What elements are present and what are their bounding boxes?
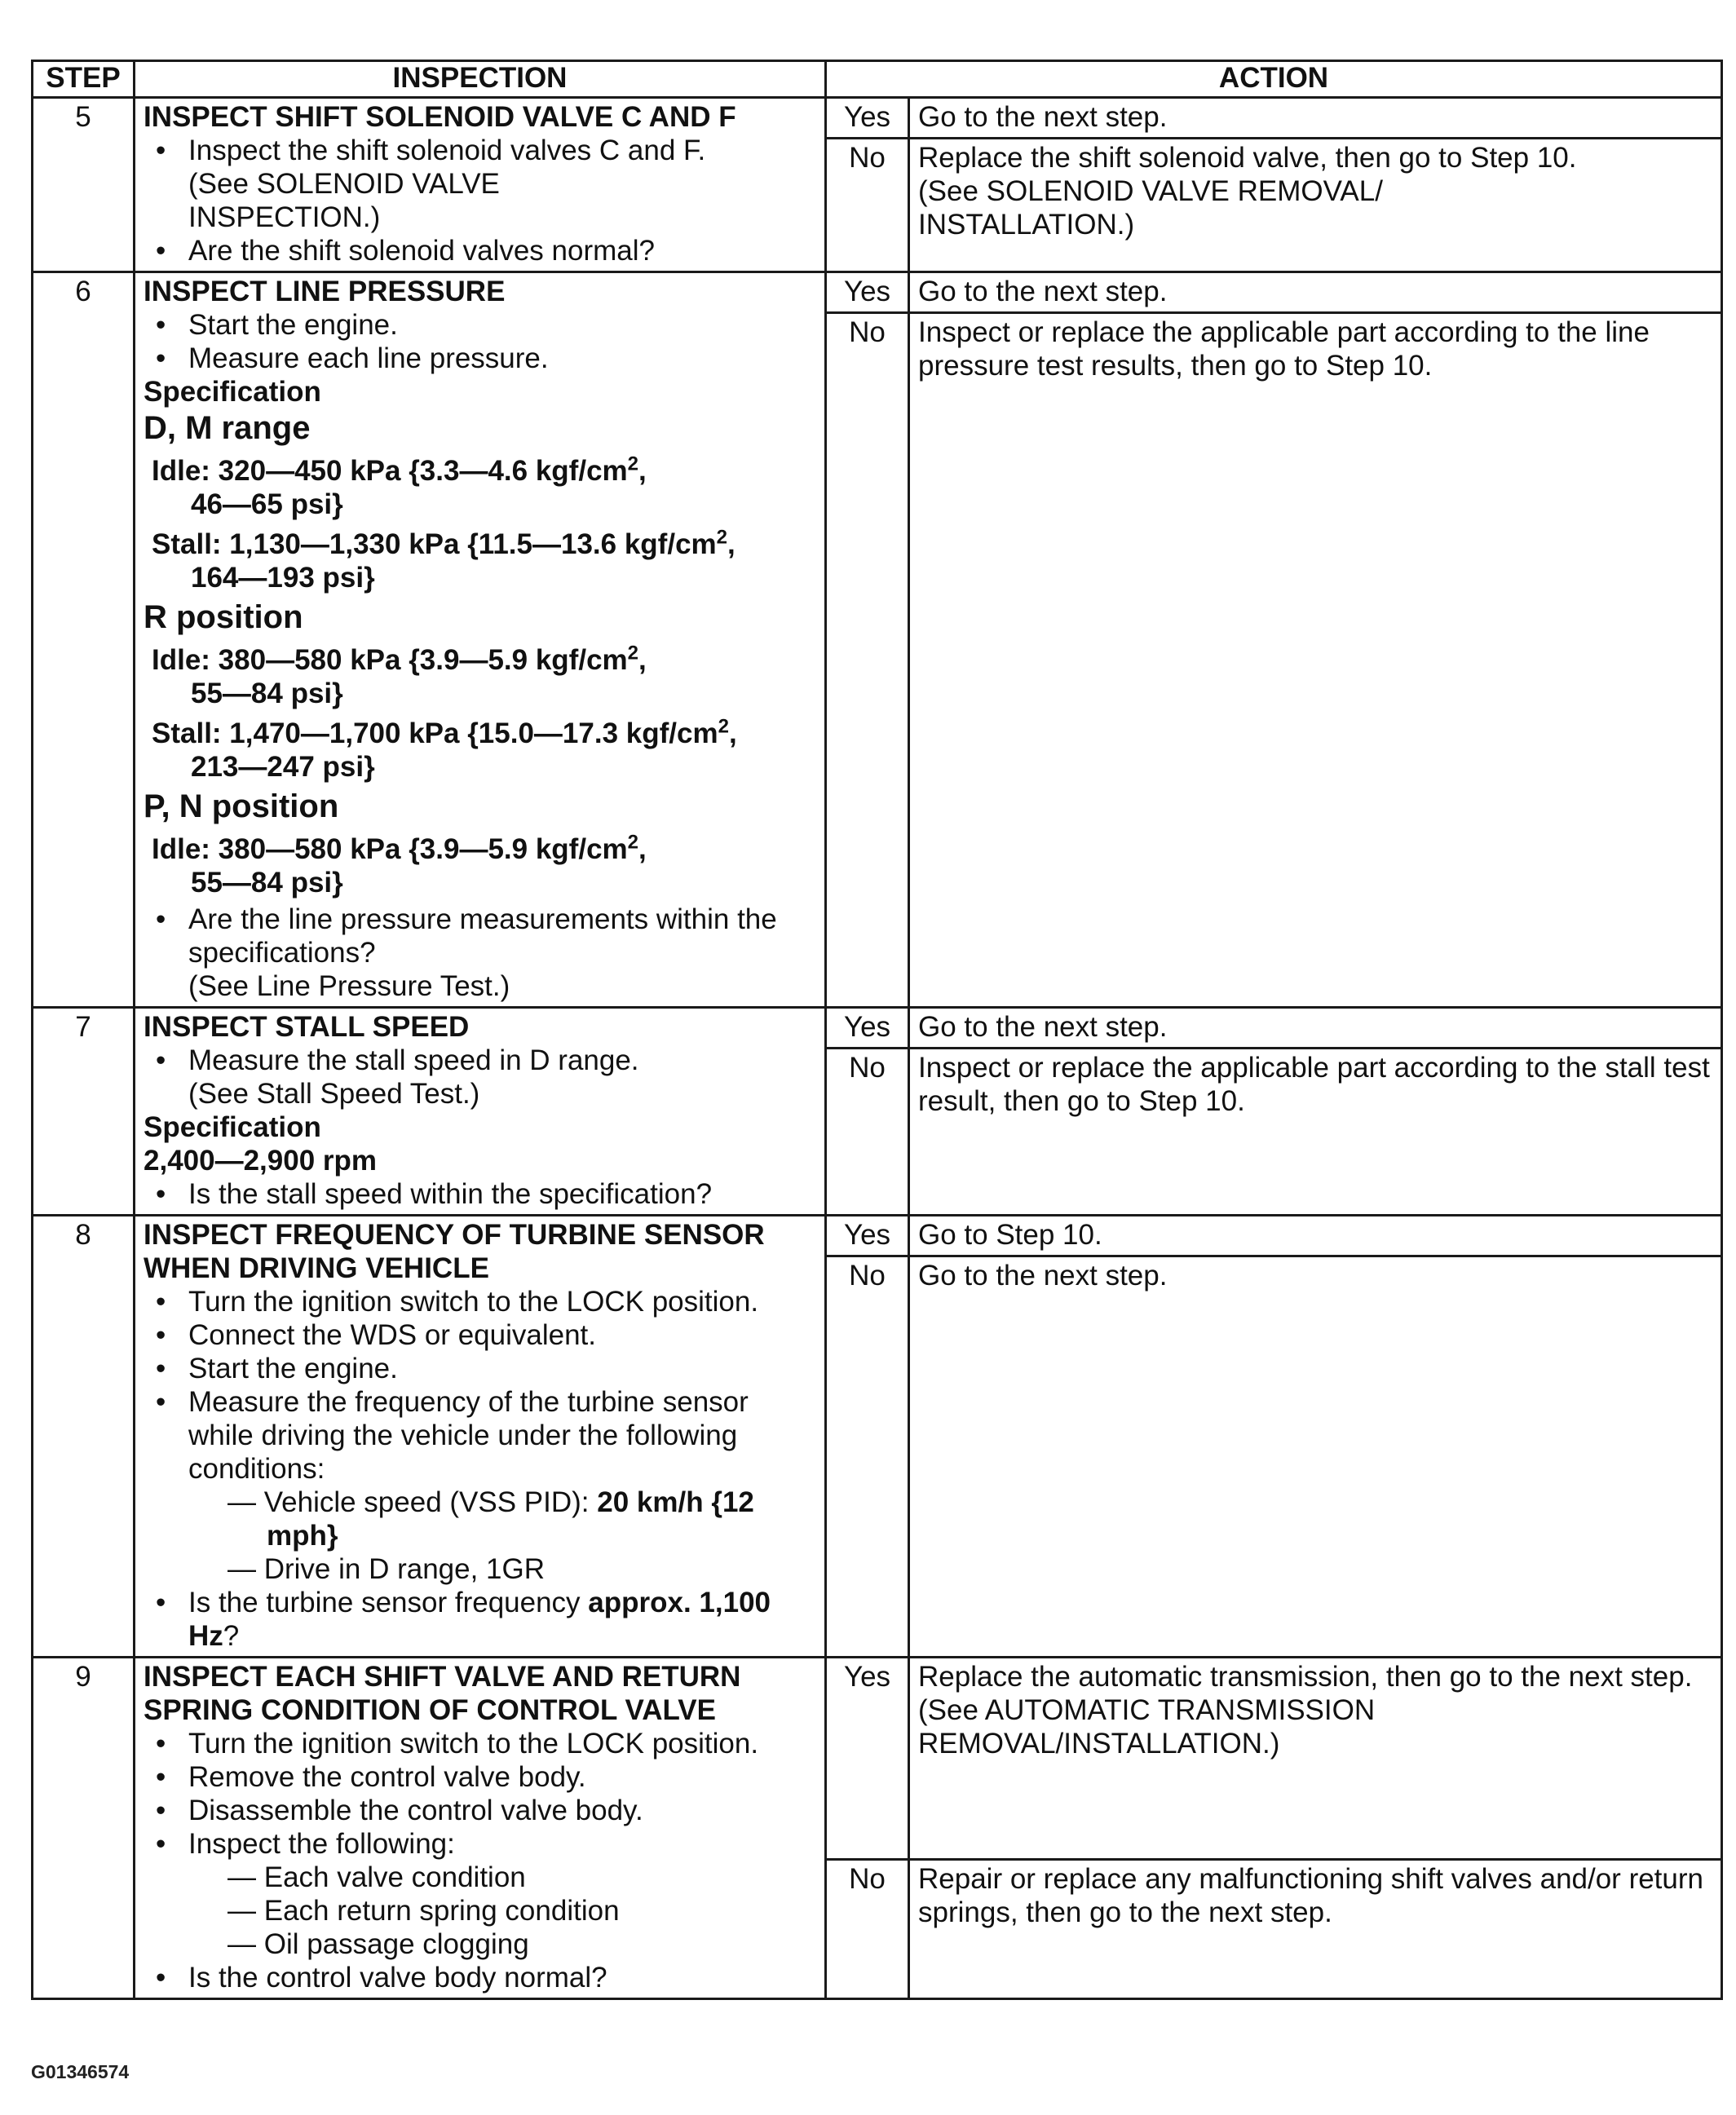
step-title: INSPECT EACH SHIFT VALVE AND RETURN: [144, 1661, 741, 1693]
inspection-list: [144, 1044, 816, 1110]
no-action: [909, 139, 1722, 272]
step-5-yes-row: [33, 98, 1722, 139]
action-text: Replace the shift solenoid valve, then go to Step 10.: [918, 142, 1577, 174]
no-label: No: [826, 1860, 909, 1999]
yes-action: Go to the next step.: [909, 272, 1722, 313]
step-number: 5: [33, 98, 135, 272]
inspection-list: [144, 1727, 816, 1994]
step-number: 7: [33, 1008, 135, 1216]
list-item-text: (See Line Pressure Test.): [188, 970, 510, 1002]
step-6-yes-row: [33, 272, 1722, 313]
step-title: INSPECT FREQUENCY OF TURBINE SENSOR: [144, 1219, 765, 1251]
list-item: • Is the control valve body normal?: [144, 1961, 816, 1994]
step-number: 6: [33, 272, 135, 1008]
action-text: (See AUTOMATIC TRANSMISSION: [918, 1694, 1376, 1726]
list-item: • Disassemble the control valve body.: [144, 1794, 816, 1827]
step-title: WHEN DRIVING VEHICLE: [144, 1252, 489, 1284]
list-item-text: • Inspect the following:: [188, 1828, 455, 1860]
figure-id: G01346574: [31, 2061, 130, 2082]
list-item: • Connect the WDS or equivalent.: [144, 1318, 816, 1352]
spec-value: 2,400—2,900 rpm: [144, 1145, 378, 1177]
spec-value: Idle: 320—450 kPa {3.3—4.6 kgf/$cm^2$, 46—65 psi}: [152, 453, 647, 520]
spec-value: Idle: 380—580 kPa {3.9—5.9 kgf/$cm^2$, 55—84 psi}: [152, 831, 647, 899]
list-item: [144, 1044, 816, 1110]
list-item-text: (See Stall Speed Test.): [188, 1078, 480, 1110]
yes-action: Go to the next step.: [909, 1008, 1722, 1049]
list-item: • Turn the ignition switch to the LOCK position.: [144, 1285, 816, 1318]
step-8-yes-row: [33, 1216, 1722, 1256]
step-inspection: [135, 98, 826, 272]
list-item: [144, 1385, 816, 1586]
condition-item: — Each valve condition: [227, 1861, 526, 1893]
list-item: [144, 134, 816, 234]
specification-label: Specification: [144, 376, 321, 408]
list-item-text: • Measure the stall speed in D range.: [188, 1044, 639, 1076]
table-header-row: [33, 61, 1722, 98]
action-text: REMOVAL/INSTALLATION.): [918, 1728, 1280, 1760]
list-item: • Is the turbine sensor frequency approx. 1,100 Hz?: [144, 1586, 816, 1653]
step-number: 8: [33, 1216, 135, 1658]
inspection-list: [144, 903, 816, 1003]
step-title: SPRING CONDITION OF CONTROL VALVE: [144, 1694, 716, 1726]
no-label: No: [826, 313, 909, 1008]
list-item-text: • Measure the frequency of the turbine sensor while driving the vehicle under the following conditions:: [188, 1386, 749, 1485]
list-item-text: (See SOLENOID VALVE: [188, 168, 500, 200]
specification-label: Specification: [144, 1111, 321, 1143]
range-title: P, N position: [144, 788, 339, 824]
no-action: Inspect or replace the applicable part according to the stall test result, then go to Step 10.: [909, 1049, 1722, 1216]
condition-item: — Oil passage clogging: [227, 1928, 529, 1960]
list-item: • Are the shift solenoid valves normal?: [144, 234, 816, 267]
inspection-list: [144, 308, 816, 375]
action-text: (See SOLENOID VALVE REMOVAL/: [918, 175, 1383, 207]
list-item-text: INSPECTION.): [188, 201, 381, 233]
list-item-text: • Are the line pressure measurements within the: [188, 903, 777, 935]
yes-action: Go to Step 10.: [909, 1216, 1722, 1256]
diagnostic-procedure-document: [31, 60, 1721, 2000]
condition-item: — Vehicle speed (VSS PID): 20 km/h {12 mph}: [227, 1486, 754, 1552]
yes-label: Yes: [826, 1008, 909, 1049]
list-item: • Start the engine.: [144, 308, 816, 342]
condition-item: — Drive in D range, 1GR: [227, 1553, 546, 1585]
spec-value: Stall: 1,470—1,700 kPa {15.0—17.3 kgf/$cm^2$, 213—247 psi}: [152, 715, 737, 783]
yes-label: Yes: [826, 272, 909, 313]
step-inspection: [135, 1216, 826, 1658]
action-text: INSTALLATION.): [918, 209, 1135, 241]
no-action: Go to the next step.: [909, 1256, 1722, 1658]
diagnostic-table: [31, 60, 1723, 2000]
list-item-text: • Inspect the shift solenoid valves C and F.: [188, 135, 706, 166]
header-step: STEP: [33, 61, 135, 98]
header-action: ACTION: [826, 61, 1722, 98]
inspection-list: [144, 1177, 816, 1211]
yes-label: Yes: [826, 1658, 909, 1860]
list-item: • Start the engine.: [144, 1352, 816, 1385]
yes-label: Yes: [826, 98, 909, 139]
step-title: INSPECT LINE PRESSURE: [144, 276, 506, 307]
list-item: • Turn the ignition switch to the LOCK position.: [144, 1727, 816, 1760]
step-inspection: [135, 1658, 826, 1999]
list-item: • Remove the control valve body.: [144, 1760, 816, 1794]
yes-action: [909, 1658, 1722, 1860]
condition-item: — Each return spring condition: [227, 1895, 620, 1927]
range-title: R position: [144, 599, 303, 635]
list-item: • Measure each line pressure.: [144, 342, 816, 375]
no-label: No: [826, 1049, 909, 1216]
step-9-yes-row: [33, 1658, 1722, 1860]
list-item: [144, 1827, 816, 1961]
spec-value: Stall: 1,130—1,330 kPa {11.5—13.6 kgf/$cm^2$, 164—193 psi}: [152, 526, 735, 594]
range-title: D, M range: [144, 410, 311, 446]
no-action: Inspect or replace the applicable part according to the line pressure test results, then go to Step 10.: [909, 313, 1722, 1008]
inspection-list: [144, 134, 816, 267]
inspection-list: [144, 1285, 816, 1653]
step-7-yes-row: [33, 1008, 1722, 1049]
list-item-text: specifications?: [188, 937, 376, 969]
step-inspection: [135, 272, 826, 1008]
header-inspection: INSPECTION: [135, 61, 826, 98]
no-action: Repair or replace any malfunctioning shift valves and/or return springs, then go to the next step.: [909, 1860, 1722, 1999]
list-item: • Is the stall speed within the specification?: [144, 1177, 816, 1211]
step-title: INSPECT SHIFT SOLENOID VALVE C AND F: [144, 101, 736, 133]
yes-label: Yes: [826, 1216, 909, 1256]
no-label: No: [826, 1256, 909, 1658]
step-inspection: [135, 1008, 826, 1216]
spec-value: Idle: 380—580 kPa {3.9—5.9 kgf/$cm^2$, 55—84 psi}: [152, 642, 647, 709]
action-text: Replace the automatic transmission, then go to the next step.: [918, 1661, 1693, 1693]
no-label: No: [826, 139, 909, 272]
step-title: INSPECT STALL SPEED: [144, 1011, 470, 1043]
step-number: 9: [33, 1658, 135, 1999]
yes-action: Go to the next step.: [909, 98, 1722, 139]
list-item: [144, 903, 816, 1003]
